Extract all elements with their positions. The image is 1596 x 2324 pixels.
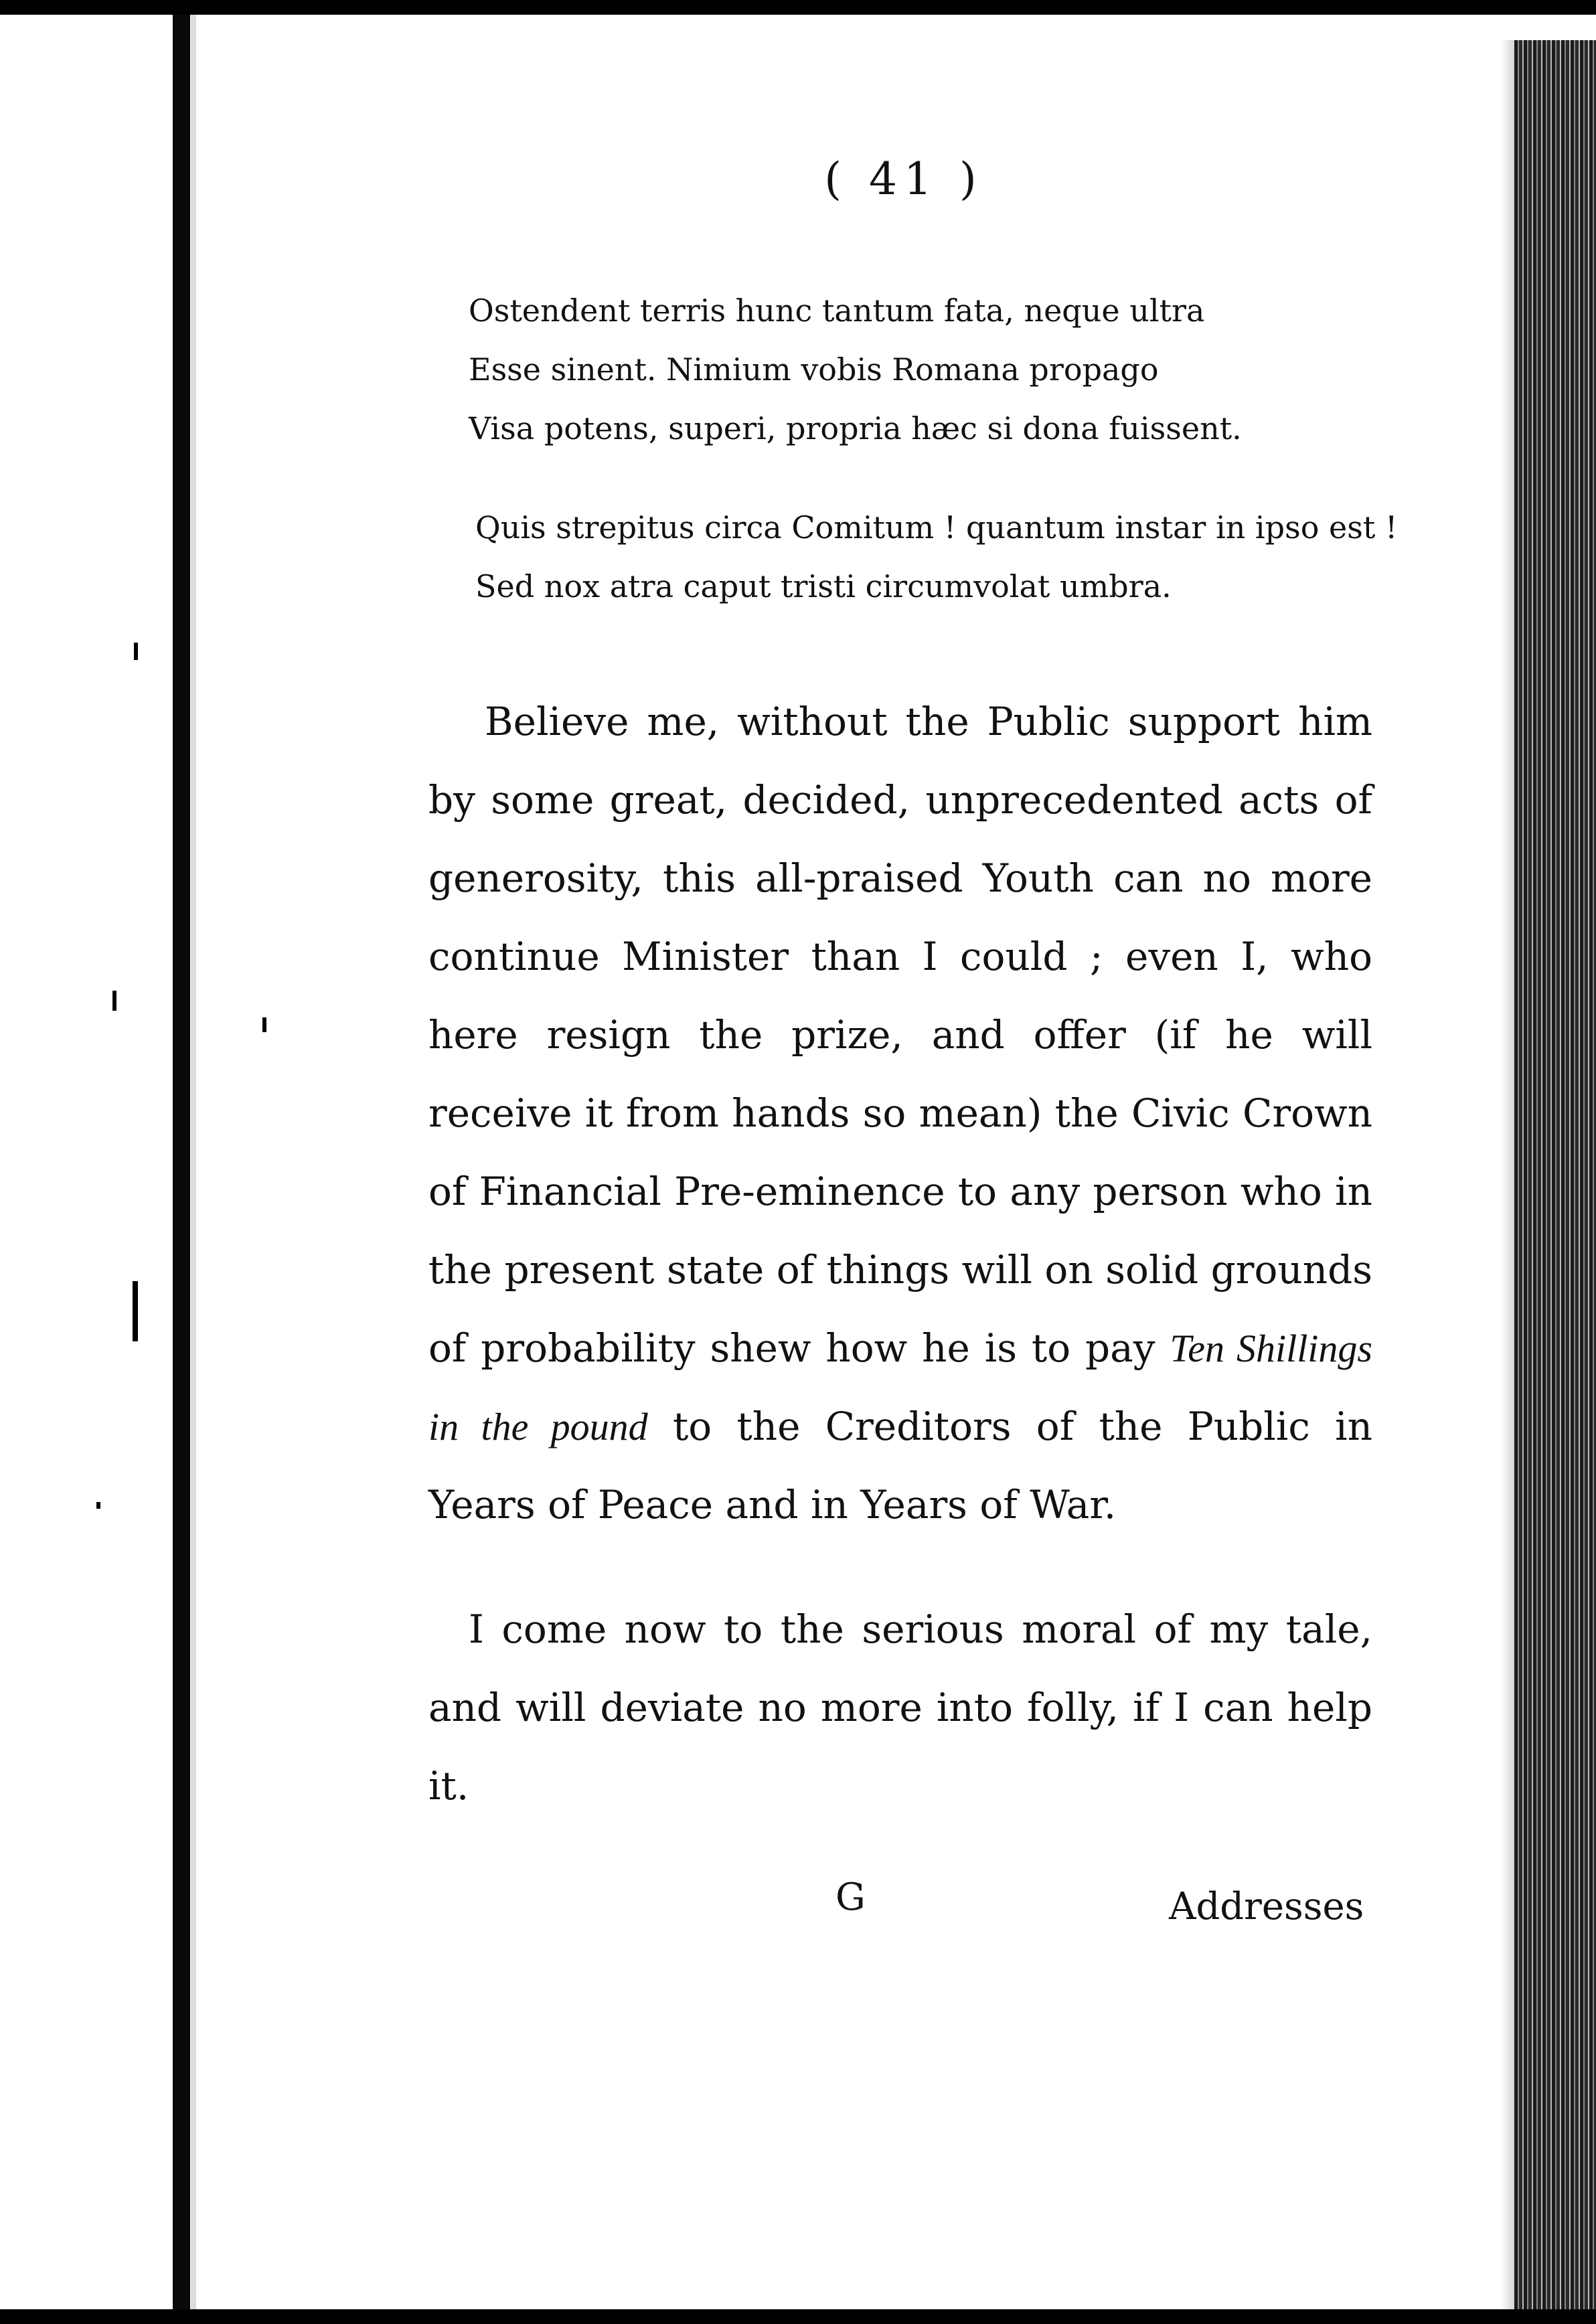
italic-phrase: Ten Shillings in the pound (428, 1327, 1372, 1448)
paragraph-text: Believe me, without the Public support him by some great, decided, unprecedented acts of generosity, this all-praised Youth can no more continue Minister than I could ; even I, who here resign the prize, and offer (if he will receive it from hands so mean) the Civic Crown of Financial Pre-eminence to any person who in the present state of things will on solid grounds of probability shew how he is to pay (428, 699, 1372, 1371)
facing-page-margin (0, 15, 173, 2309)
scan-bottom-border (0, 2309, 1596, 2324)
scan-speck (262, 1017, 266, 1032)
verse-line: Sed nox atra caput tristi circumvolat umbra. (475, 568, 1172, 604)
verse-line: Ostendent terris hunc tantum fata, neque ultra (469, 293, 1205, 329)
scan-top-border (0, 0, 1596, 15)
latin-verse-stanza-2 (475, 498, 1397, 616)
gutter-shadow (191, 15, 196, 2309)
page-number: ( 41 ) (824, 153, 983, 205)
verse-line: Esse sinent. Nimium vobis Romana propago (469, 351, 1159, 388)
signature-mark: G (835, 1876, 866, 1919)
paragraph-text: to the Creditors of the Public in Years of Peace and in Years of War. (428, 1404, 1372, 1527)
book-gutter (173, 15, 190, 2309)
verse-line: Quis strepitus circa Comitum ! quantum instar in ipso est ! (475, 509, 1398, 546)
scan-speck (112, 991, 116, 1011)
page-edge-shadow (1501, 40, 1516, 2309)
catchword: Addresses (1169, 1885, 1364, 1928)
latin-verse-stanza-1 (469, 281, 1242, 458)
verse-line: Visa potens, superi, propria hæc si dona fuissent. (469, 410, 1242, 446)
body-paragraph (428, 683, 1372, 1544)
scan-speck (134, 643, 138, 660)
body-paragraph: I come now to the serious moral of my tale, and will deviate no more into folly, if I can help it. (428, 1606, 1372, 1809)
scan-speck (96, 1502, 100, 1509)
scan-speck (133, 1281, 138, 1341)
page-stack-edge (1514, 40, 1596, 2309)
